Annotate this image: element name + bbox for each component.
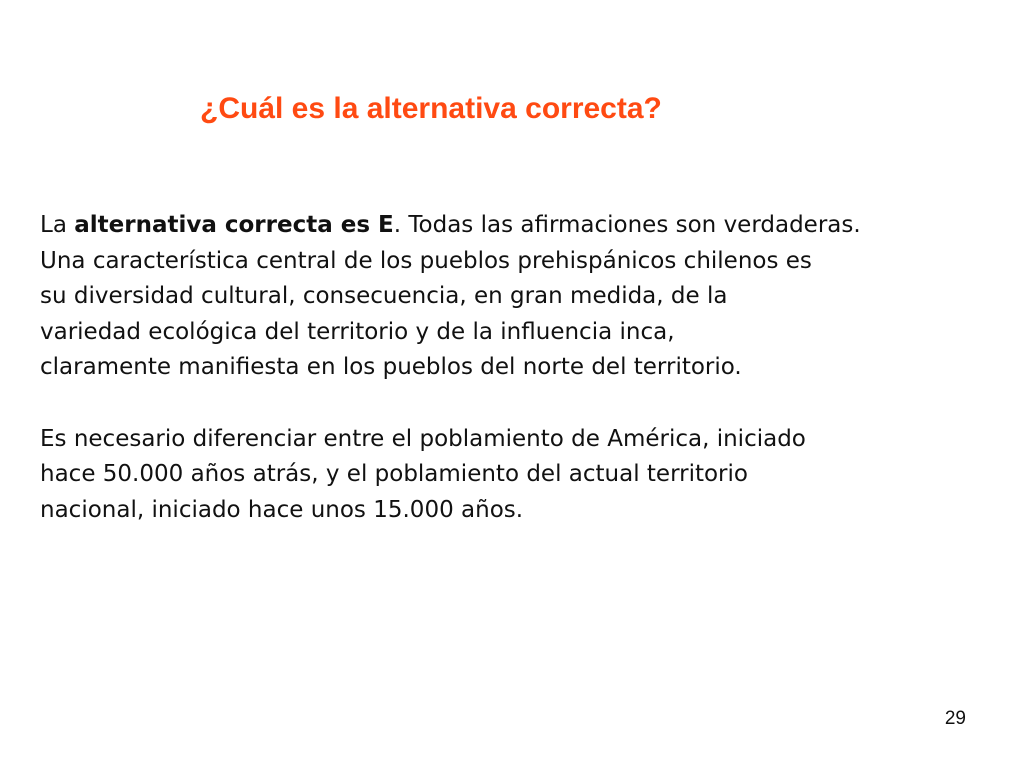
clarification-paragraph bbox=[40, 422, 990, 529]
clarification-line-3: nacional, iniciado hace unos 15.000 años. bbox=[40, 496, 524, 523]
answer-line-1-rest: . Todas las afirmaciones son verdaderas. bbox=[393, 212, 861, 238]
clarification-line-1: Es necesario diferenciar entre el poblamiento de América, iniciado bbox=[40, 425, 806, 452]
correct-answer-emphasis: alternativa correcta es E bbox=[74, 212, 394, 238]
slide-title: ¿Cuál es la alternativa correcta? bbox=[200, 92, 662, 125]
answer-line-2: Una característica central de los pueblos prehispánicos chilenos es bbox=[40, 247, 812, 274]
answer-line-1 bbox=[40, 212, 861, 238]
answer-line-3: su diversidad cultural, consecuencia, en gran medida, de la bbox=[40, 283, 728, 309]
slide-body bbox=[40, 208, 990, 528]
answer-line-5: claramente manifiesta en los pueblos del norte del territorio. bbox=[40, 354, 742, 380]
answer-paragraph bbox=[40, 208, 990, 386]
page-number: 29 bbox=[944, 708, 966, 729]
answer-prefix: La bbox=[40, 212, 75, 238]
clarification-line-2: hace 50.000 años atrás, y el poblamiento del actual territorio bbox=[40, 461, 748, 487]
answer-line-4: variedad ecológica del territorio y de la influencia inca, bbox=[40, 318, 675, 345]
